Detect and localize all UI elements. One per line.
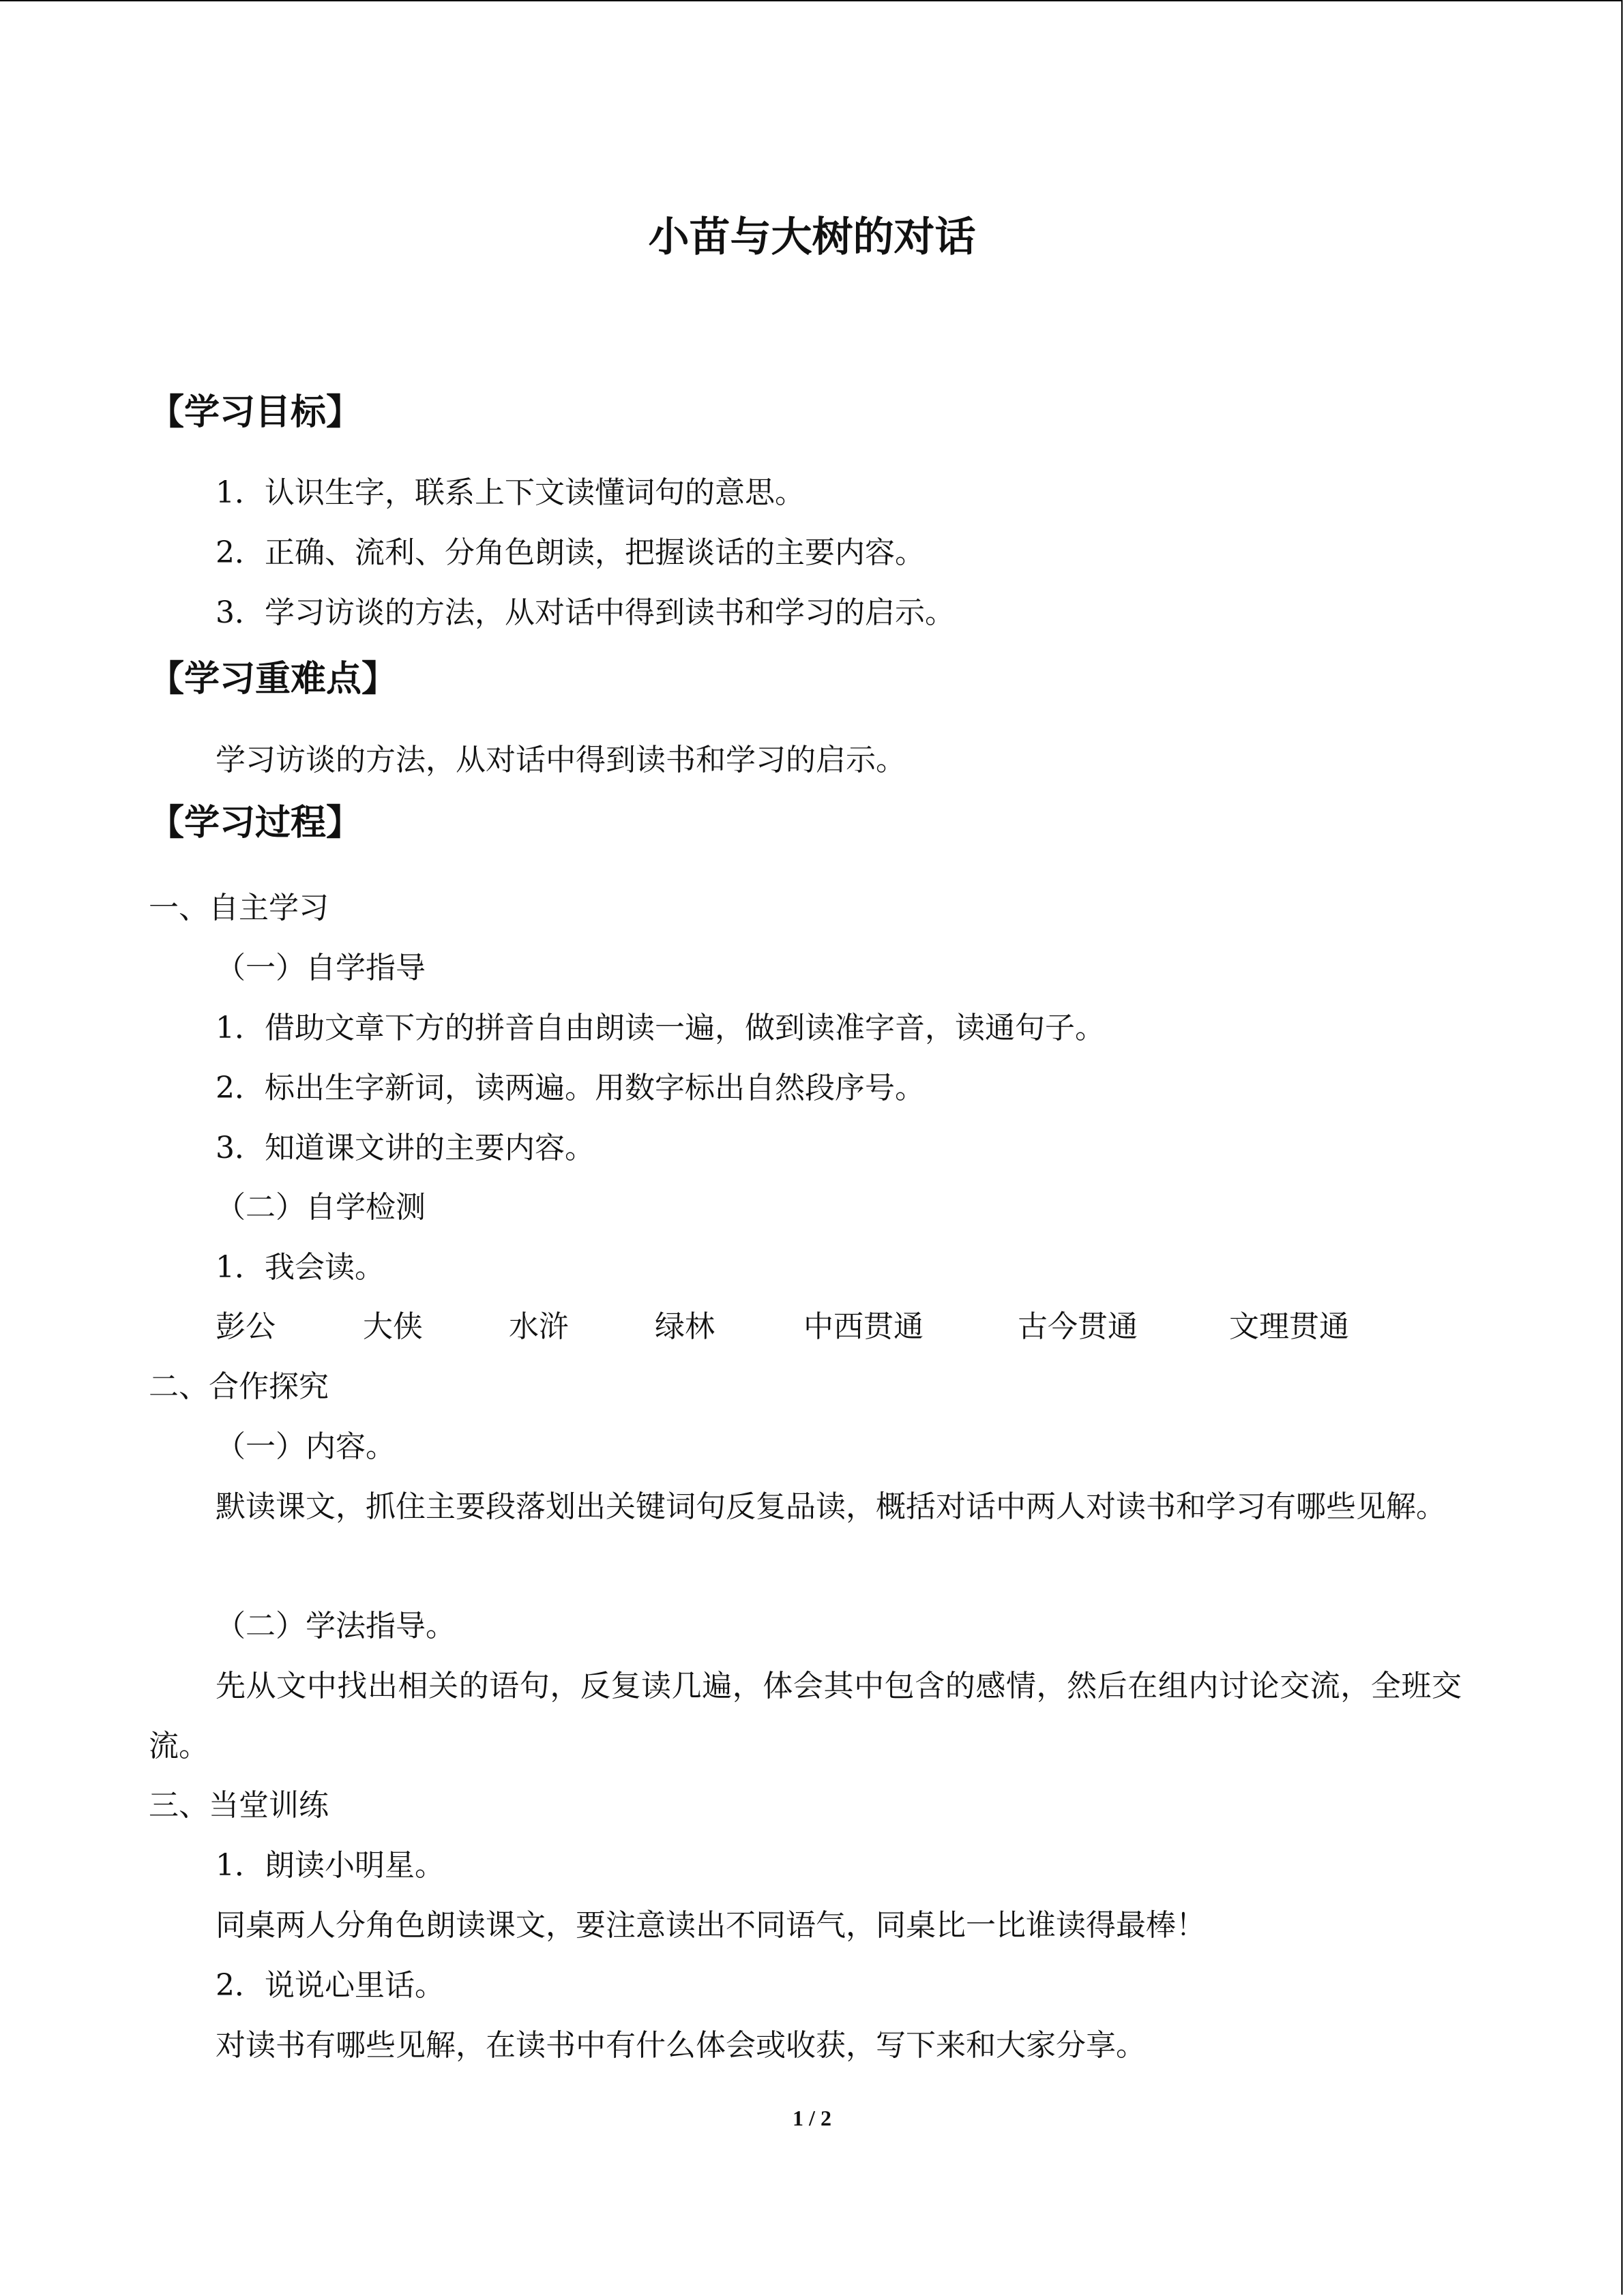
part3-item-1: 1．朗读小明星。 bbox=[216, 1848, 445, 1883]
word-item: 大侠 bbox=[363, 1309, 423, 1344]
part1-check1: 1．我会读。 bbox=[216, 1250, 385, 1285]
goal-item-2: 2．正确、流利、分角色朗读，把握谈话的主要内容。 bbox=[216, 535, 925, 570]
goal-item-1: 1．认识生字，联系上下文读懂词句的意思。 bbox=[216, 475, 805, 510]
document-title: 小苗与大树的对话 bbox=[648, 213, 976, 261]
part3-title: 三、当堂训练 bbox=[149, 1788, 329, 1823]
part3-item-1-text: 同桌两人分角色朗读课文，要注意读出不同语气，同桌比一比谁读得最棒！ bbox=[216, 1908, 1206, 1943]
part1-item-2: 2．标出生字新词，读两遍。用数字标出自然段序号。 bbox=[216, 1071, 925, 1105]
word-item: 中西贯通 bbox=[803, 1309, 924, 1344]
part2-title: 二、合作探究 bbox=[149, 1369, 329, 1404]
part3-item-2: 2．说说心里话。 bbox=[216, 1968, 445, 2003]
goal-item-3: 3．学习访谈的方法，从对话中得到读书和学习的启示。 bbox=[216, 595, 955, 630]
word-item: 古今贯通 bbox=[1018, 1309, 1138, 1344]
page-number: 1 / 2 bbox=[793, 2106, 831, 2130]
part2-sub1: （一）内容。 bbox=[216, 1429, 396, 1464]
word-item: 文理贯通 bbox=[1229, 1309, 1349, 1344]
part2-sub2: （二）学法指导。 bbox=[216, 1609, 456, 1643]
part3-item-2-text: 对读书有哪些见解，在读书中有什么体会或收获，写下来和大家分享。 bbox=[216, 2028, 1146, 2063]
focus-text: 学习访谈的方法，从对话中得到读书和学习的启示。 bbox=[216, 743, 906, 777]
goals-heading: 【学习目标】 bbox=[149, 392, 362, 433]
word-item: 绿林 bbox=[655, 1309, 715, 1344]
part1-item-3: 3．知道课文讲的主要内容。 bbox=[216, 1131, 595, 1165]
focus-heading: 【学习重难点】 bbox=[149, 659, 398, 700]
part1-sub1: （一）自学指导 bbox=[216, 951, 426, 985]
part1-title: 一、自主学习 bbox=[149, 891, 329, 925]
word-item: 彭公 bbox=[216, 1309, 276, 1344]
word-item: 水浒 bbox=[509, 1309, 569, 1344]
part2-para2: 先从文中找出相关的语句，反复读几遍，体会其中包含的感情，然后在组内讨论交流，全班交流。 bbox=[149, 1669, 1462, 1763]
part2-para1: 默读课文，抓住主要段落划出关键词句反复品读，概括对话中两人对读书和学习有哪些见解。 bbox=[216, 1489, 1446, 1524]
process-heading: 【学习过程】 bbox=[149, 803, 362, 844]
part1-item-1: 1．借助文章下方的拼音自由朗读一遍，做到读准字音，读通句子。 bbox=[216, 1011, 1105, 1045]
part1-sub2: （二）自学检测 bbox=[216, 1190, 426, 1225]
